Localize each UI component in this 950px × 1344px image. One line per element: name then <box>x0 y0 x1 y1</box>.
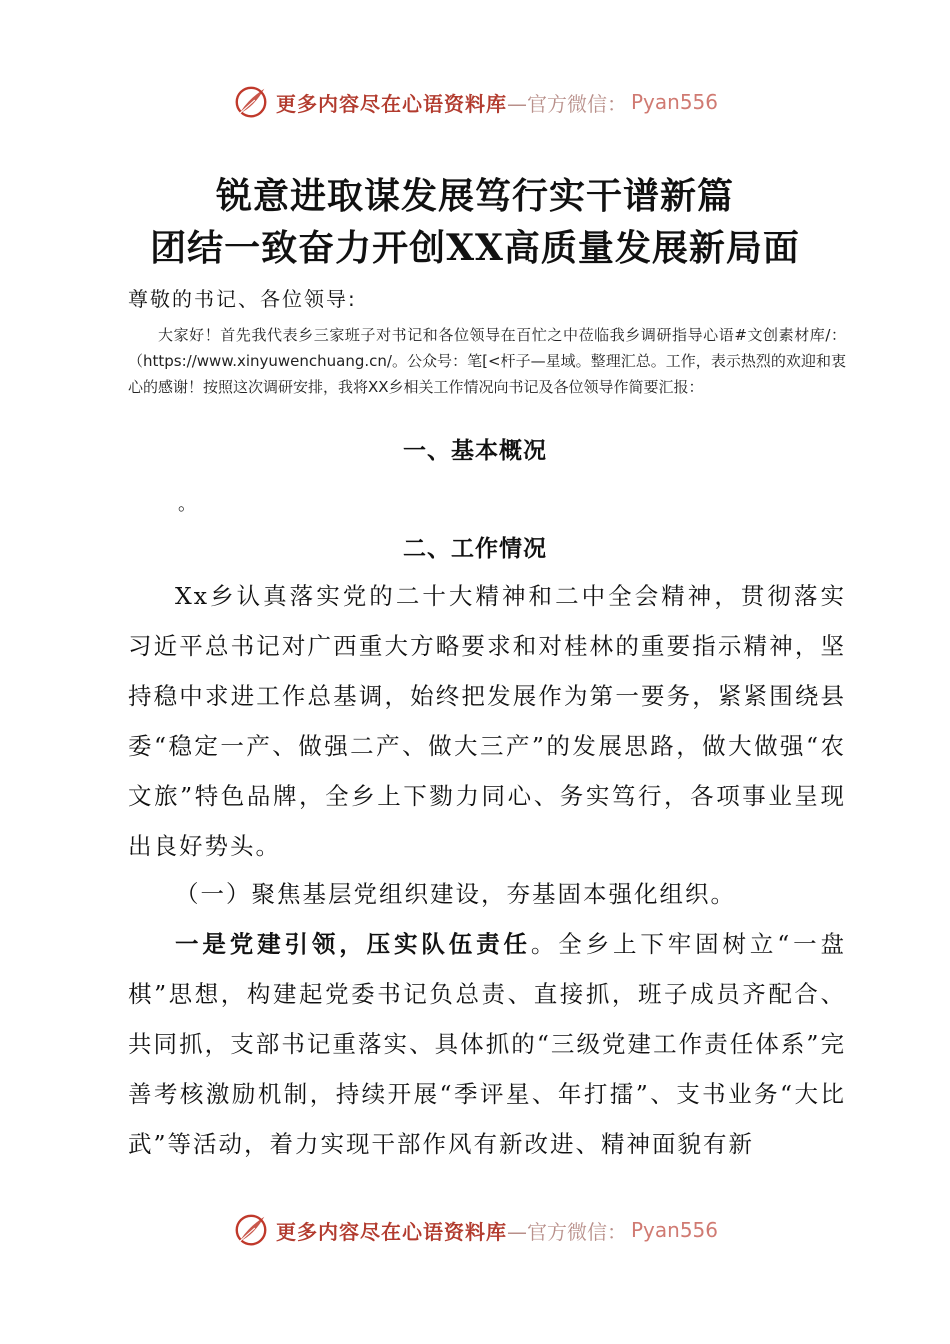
section-basic-overview-body: 。 <box>178 494 196 515</box>
section-heading-basic-overview: 一、基本概况 <box>403 438 547 464</box>
watermark-banner-top <box>0 80 950 124</box>
watermark-wechat-id: Pyan556 <box>630 1218 718 1242</box>
party-building-paragraph <box>128 919 846 1169</box>
work-status-paragraph: Xx乡认真落实党的二十大精神和二中全会精神，贯彻落实习近平总书记对广西重大方略要求和对桂林的重要指示精神，坚持稳中求进工作总基调，始终把发展作为第一要务，紧紧围绕县委“稳定一产、做强二产、做大三产”的发展思路，做大做强“农文旅”特色品牌，全乡上下勠力同心、务实笃行，各项事业呈现出良好势头。 <box>128 582 846 860</box>
watermark-wechat-id: Pyan556 <box>630 90 718 114</box>
watermark-prefix: 更多内容尽在心语资料库 <box>275 1219 507 1244</box>
feather-pen-logo-icon <box>232 1211 270 1249</box>
watermark-banner-bottom <box>0 1208 950 1252</box>
party-building-lead: 一是党建引领，压实队伍责任 <box>175 930 531 958</box>
watermark-prefix: 更多内容尽在心语资料库 <box>275 91 507 116</box>
watermark-wechat-label: —官方微信： <box>506 1219 627 1244</box>
salutation: 尊敬的书记、各位领导: <box>128 287 357 311</box>
section-heading-work-status: 二、工作情况 <box>403 536 547 562</box>
feather-pen-logo-icon <box>232 83 270 121</box>
document-title-line2: 团结一致奋力开创XX高质量发展新局面 <box>150 227 800 269</box>
watermark-wechat-label: —官方微信： <box>506 91 627 116</box>
party-building-body: 。全乡上下牢固树立“一盘棋”思想，构建起党委书记负总责、直接抓，班子成员齐配合、共同抓，支部书记重落实、具体抓的“三级党建工作责任体系”完善考核激励机制，持续开展“季评星、年打擂”、支书业务“大比武”等活动，着力实现干部作风有新改进、精神面貌有新 <box>128 930 847 1158</box>
document-title-line1: 锐意进取谋发展笃行实干谱新篇 <box>215 175 734 217</box>
subsection-heading-party-building: （一）聚焦基层党组织建设，夯基固本强化组织。 <box>175 880 736 908</box>
intro-paragraph: 大家好！首先我代表乡三家班子对书记和各位领导在百忙之中莅临我乡调研指导心语#文创素材库/：（https://www.xinyuwenchuang.cn/。公众号：笔[<杆子—星域。整理汇总。工作，表示热烈的欢迎和衷心的感谢！按照这次调研安排，我将XX乡相关工作情况向书记及各位领导作简要汇报： <box>128 326 846 396</box>
